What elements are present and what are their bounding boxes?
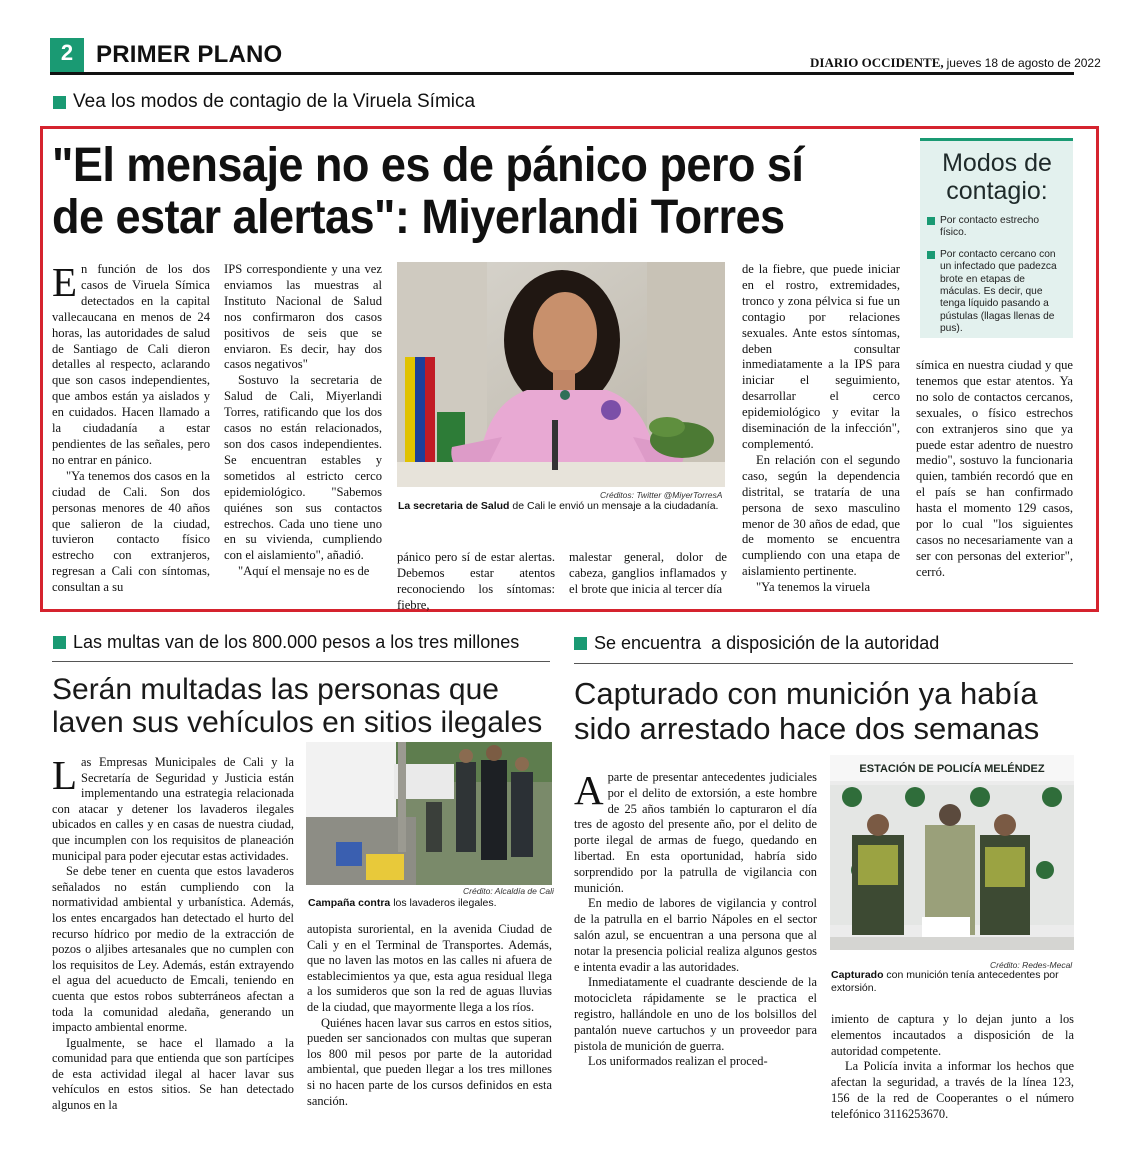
story2-caption: Campaña contra los lavaderos ilegales. <box>308 897 497 909</box>
car-wash-photo <box>306 742 552 885</box>
story2-rule <box>52 661 550 662</box>
story1-caption: La secretaria de Salud de Cali le envió un mensaje a la ciudadanía. <box>398 500 719 512</box>
sidebar-item: Por contacto estrecho físico. <box>927 215 1067 240</box>
section-title: PRIMER PLANO <box>96 41 283 68</box>
header-rule <box>50 72 1074 75</box>
story1-photo-credit: Créditos: Twitter @MiyerTorresA <box>600 490 723 500</box>
story1-column-3: pánico pero sí de estar alertas. Debemos estar atentos reconociendo los síntomas: fiebre, <box>397 550 555 612</box>
bullet-square-icon <box>927 217 935 225</box>
story2-kicker: Las multas van de los 800.000 pesos a los tres millones <box>53 632 519 653</box>
story1-kicker: Vea los modos de contagio de la Viruela Símica <box>53 91 475 113</box>
story2-column-2: autopista suroriental, en la avenida Ciudad de Cali y en el Terminal de Transportes. Además, que no laven las motos en las calles ni afuera de establecimientos ya que, esta agua residual llega a los sumideros que son la red de aguas lluvias de la ciudad, que mayormente llega a los ríos. Quiénes hacen lavar sus carros en estos sitios, pueden ser sancionados con multas que superan los 800 mil pesos por parte de la autoridad ambiental, que pueden llegar a los tres millones si no hacen parte de los cursos definidos en esta sanción. <box>307 922 552 1108</box>
story2-column-1: Las Empresas Municipales de Cali y la Secretaría de Seguridad y Justicia están implementando una estrategia relacionada con atacar y detener los lavaderos ilegales ubicados en calles y en casas de nuestra ciudad, que incumplen con los requisitos de planeación municipal para poder ejecutar estas actividades. Se debe tener en cuenta que estos lavaderos señalados no están cumpliendo con la normatividad ambiental y urbanística. Además, los entes encargados han detectado el hurto del recurso hídrico por medio de la extracción de pozos o aljibes artesanales que no cumplen con los requisitos de Ley. Además, están extrayendo el agua del acueducto de Emcali, teniendo en cuenta que estos robos subterráneos afectan a toda la comunidad aledaña, generando un impacto ambiental enorme. Igualmente, se hace el llamado a la comunidad para que entienda que son partícipes de esta actividad ilegal al hacer lavar sus vehículos en estos sitios. Se han detectado algunos en la <box>52 752 294 1113</box>
kicker-square-icon <box>574 637 587 650</box>
dateline <box>810 55 1101 71</box>
story1-headline: "El mensaje no es de pánico pero sí de estar alertas": Miyerlandi Torres <box>52 139 804 244</box>
story3-column-2: imiento de captura y lo dejan junto a los elementos incautados a disposición de la autoridad competente. La Policía invita a informar los hechos que afectan la seguridad, a través de la línea 123, 156 de la red de Cooperantes o el número telefónico 3116253670. <box>831 1012 1074 1121</box>
story3-rule <box>574 663 1073 664</box>
dropcap: L <box>52 752 78 798</box>
story3-kicker: Se encuentra a disposición de la autoridad <box>574 633 939 654</box>
page-number: 2 <box>60 40 74 65</box>
sidebar-item: Por contacto cercano con un infectado que padezca brote en etapas de máculas. Es decir, que tenga líquido pasando a pústulas (llagas llenas de pus). <box>927 249 1067 336</box>
story1-column-5: de la fiebre, que puede iniciar en el rostro, extremidades, tronco y zona pélvica si fue un contagio por relaciones sexuales. Ante estos síntomas, deben consultar inmediatamente a la IPS para iniciar el seguimiento, desarrollar el cerco epidemiológico y evitar la diseminación de la infección", complementó. En relación con el segundo caso, según la dependencia distrital, se trataría de una persona de sexo masculino menor de 30 años de edad, que de momento se encuentra cumpliendo con una etapa de aislamiento pertinente. "Ya tenemos la viruela <box>742 262 900 595</box>
kicker-square-icon <box>53 96 66 109</box>
story1-column-6: símica en nuestra ciudad y que tenemos que estar atentos. Ya no solo de contactos cercanos, sexuales, o físico estrechos con extranjeros sino que ya puede estar adentro de nuestro medio", sostuvo la funcionaria quien, también recordó que en el país se han confirmado hasta el momento 129 casos, por lo cual "los siguientes casos no necesariamente van a ser con personas del exterior", cerró. <box>916 358 1073 579</box>
story3-column-1: Aparte de presentar antecedentes judiciales por el delito de extorsión, a este hombre de 25 años también lo capturaron el día tres de agosto del presente año, por el delito de porte ilegal de armas de fuego, quedando en libertad. En esta oportunidad, habría sido sorprendido por la patrulla de vigilancia con munición. En medio de labores de vigilancia y control de la patrulla en el barrio Nápoles en el sector salón azul, se encuentran a una persona que al notar la presencia policial realiza algunos gestos e intenta evadir a las autoridades. Inmediatamente el cuadrante desciende de la motocicleta rápidamente se le practica el registro, hallándole en uno de los bolsillos del pantalón nueve cartuchos y un proveedor para pistola de munición de guerra. Los uniformados realizan el proced- <box>574 767 817 1069</box>
story3-photo-credit: Crédito: Redes-Mecal <box>990 960 1073 970</box>
kicker-square-icon <box>53 636 66 649</box>
publication-date: jueves 18 de agosto de 2022 <box>946 56 1101 70</box>
bullet-square-icon <box>927 251 935 259</box>
story1-column-2: IPS correspondiente y una vez enviamos las muestras al Instituto Nacional de Salud nos confirmaron dos casos positivos de seis que se enviaron. Es decir, hay dos casos negativos" Sostuvo la secretaria de Salud de Cali, Miyerlandi Torres, ratificando que los dos casos no están relacionados, son dos casos independientes. Se encuentran estables y sometidos al estricto cerco epidemiológico. "Sabemos quiénes son sus contactos estrechos. Cada uno tiene uno en su vivienda, cumpliendo con el aislamiento", añadió. "Aquí el mensaje no es de <box>224 262 382 579</box>
story3-headline: Capturado con munición ya había sido arrestado hace dos semanas <box>574 676 1040 746</box>
story3-caption: Capturado con munición tenía antecedentes por extorsión. <box>831 969 1059 994</box>
police-station-sign: ESTACIÓN DE POLICÍA MELÉNDEZ <box>859 763 1045 775</box>
secretary-photo <box>397 262 725 487</box>
sidebar-title: Modos de contagio: <box>942 149 1052 205</box>
story1-column-4: malestar general, dolor de cabeza, ganglios inflamados y el brote que inicia al tercer día <box>569 550 727 596</box>
story1-column-1: En función de los dos casos de Viruela Símica detectados en la capital vallecaucana en menos de 24 horas, las autoridades de salud de Santiago de Cali dieron detalles al respecto, aclarando que son casos independientes, que ambos están ya aislados y en cuidados. Hacen llamado a la ciudadanía a estar pendientes de las señales, pero no entrar en pánico. "Ya tenemos dos casos en la ciudad de Cali. Son dos personas menores de 40 años que salieron de la ciudad, tuvieron contacto físico estrecho con extranjeros, regresan a Cali con síntomas, consultan a su <box>52 259 210 595</box>
police-station-photo <box>830 755 1074 950</box>
page-number-box <box>50 38 84 72</box>
contagion-sidebar <box>920 138 1073 338</box>
dropcap: E <box>52 259 78 305</box>
story2-photo-credit: Crédito: Alcaldía de Cali <box>463 886 554 896</box>
dropcap: A <box>574 767 604 813</box>
story2-headline: Serán multadas las personas que laven sus vehículos en sitios ilegales <box>52 673 543 739</box>
newspaper-name: DIARIO OCCIDENTE, <box>810 55 944 70</box>
